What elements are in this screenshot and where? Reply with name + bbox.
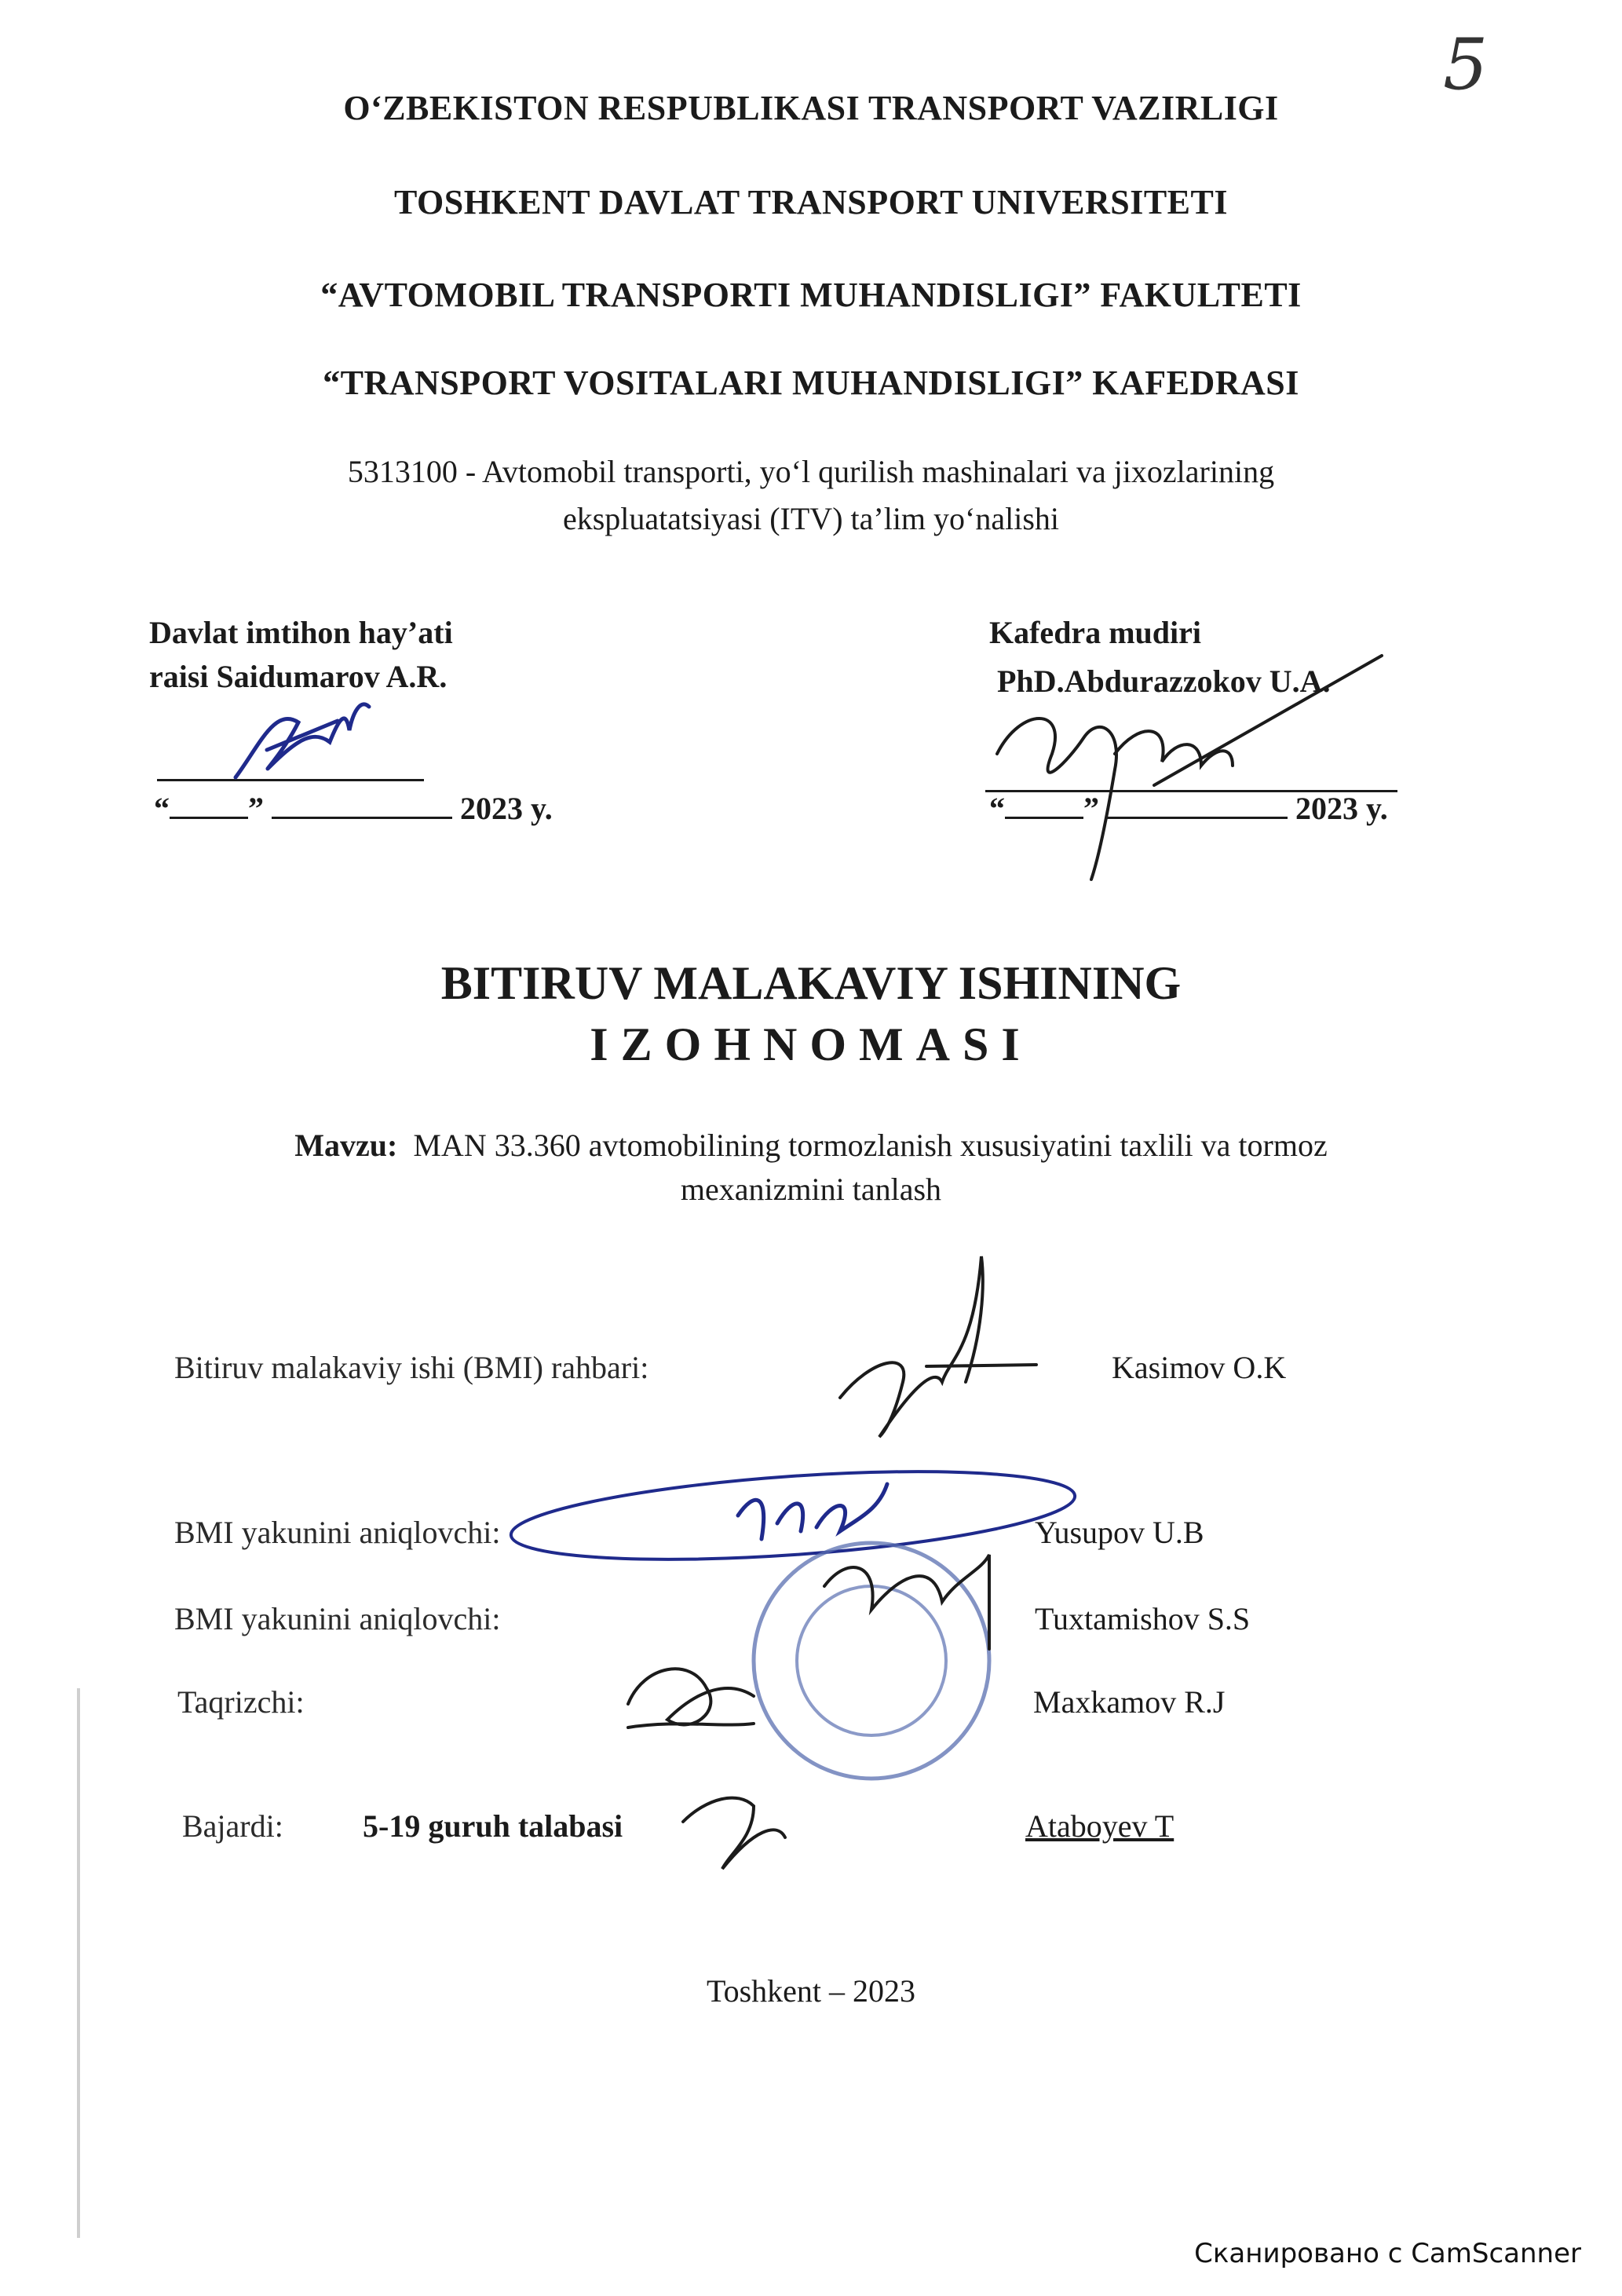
reviewer-signature bbox=[628, 1669, 754, 1727]
examiner-2-name: Tuxtamishov S.S bbox=[1035, 1601, 1251, 1636]
examiner-2-role: BMI yakunini aniqlovchi: bbox=[174, 1601, 501, 1636]
supervisor-name: Kasimov O.K bbox=[1112, 1350, 1287, 1385]
right-date-year: 2023 y. bbox=[1295, 791, 1388, 826]
left-date-line bbox=[154, 788, 553, 827]
examiner-1-name: Yusupov U.B bbox=[1035, 1515, 1204, 1550]
examiner-1-signature-loop bbox=[508, 1457, 1077, 1574]
scanner-watermark: Сканировано с CamScanner bbox=[1194, 2238, 1581, 2269]
place-year: Toshkent – 2023 bbox=[706, 1973, 916, 2009]
reviewer-name: Maxkamov R.J bbox=[1033, 1684, 1226, 1720]
official-stamp-inner bbox=[797, 1586, 946, 1735]
university-heading: TOSHKENT DAVLAT TRANSPORT UNIVERSITETI bbox=[393, 183, 1228, 221]
examiner-1-role: BMI yakunini aniqlovchi: bbox=[174, 1515, 501, 1550]
supervisor-role: Bitiruv malakaviy ishi (BMI) rahbari: bbox=[174, 1350, 649, 1385]
left-approval-name: raisi Saidumarov A.R. bbox=[149, 659, 448, 694]
left-day-blank bbox=[170, 788, 248, 819]
ministry-heading: O‘ZBEKISTON RESPUBLIKASI TRANSPORT VAZIRLIGI bbox=[343, 89, 1279, 127]
right-date-quote-open: “ bbox=[989, 791, 1005, 826]
topic-text-1: MAN 33.360 avtomobilining tormozlanish xususiyatini taxlili va tormoz bbox=[413, 1128, 1328, 1163]
left-approval-signature bbox=[236, 704, 369, 777]
performer-name: Ataboyev T bbox=[1025, 1808, 1174, 1844]
topic-line-1 bbox=[157, 1124, 1465, 1167]
official-stamp-outer bbox=[754, 1543, 989, 1779]
department-heading: “TRANSPORT VOSITALARI MUHANDISLIGI” KAFEDRASI bbox=[323, 364, 1299, 402]
performer-label: Bajardi: bbox=[182, 1808, 283, 1844]
right-day-blank bbox=[1005, 788, 1083, 819]
page-edge-shadow bbox=[77, 1688, 80, 2238]
left-date-year: 2023 y. bbox=[460, 791, 553, 826]
right-date-quote-close: ” bbox=[1083, 791, 1099, 826]
faculty-heading: “AVTOMOBIL TRANSPORTI MUHANDISLIGI” FAKULTETI bbox=[320, 276, 1302, 314]
examiner-2-signature bbox=[824, 1555, 989, 1649]
program-line-1: 5313100 - Avtomobil transporti, yo‘l qurilish mashinalari va jixozlarining bbox=[347, 454, 1275, 489]
right-month-blank bbox=[1107, 788, 1288, 819]
document-title-line-2: IZOHNOMASI bbox=[590, 1018, 1032, 1070]
left-date-quote-open: “ bbox=[154, 791, 170, 826]
left-signature-line bbox=[157, 779, 424, 781]
performer-signature bbox=[683, 1798, 785, 1869]
topic-line-2: mexanizmini tanlash bbox=[680, 1172, 942, 1207]
left-date-quote-close: ” bbox=[248, 791, 264, 826]
corner-page-mark: 5 bbox=[1443, 24, 1489, 106]
topic-label: Mavzu: bbox=[294, 1128, 398, 1163]
right-approval-name: PhD.Abdurazzokov U.A. bbox=[997, 664, 1331, 699]
left-month-blank bbox=[272, 788, 452, 819]
right-date-line bbox=[989, 788, 1388, 827]
examiner-1-signature bbox=[738, 1484, 887, 1539]
supervisor-signature bbox=[840, 1256, 1036, 1437]
program-line-2: ekspluatatsiyasi (ITV) ta’lim yo‘nalishi bbox=[562, 501, 1060, 536]
performer-group: 5-19 guruh talabasi bbox=[363, 1808, 623, 1844]
document-title-line-1: BITIRUV MALAKAVIY ISHINING bbox=[440, 957, 1182, 1009]
right-approval-title: Kafedra mudiri bbox=[989, 615, 1201, 650]
left-approval-title: Davlat imtihon hay’ati bbox=[149, 615, 453, 650]
reviewer-role: Taqrizchi: bbox=[177, 1684, 305, 1720]
